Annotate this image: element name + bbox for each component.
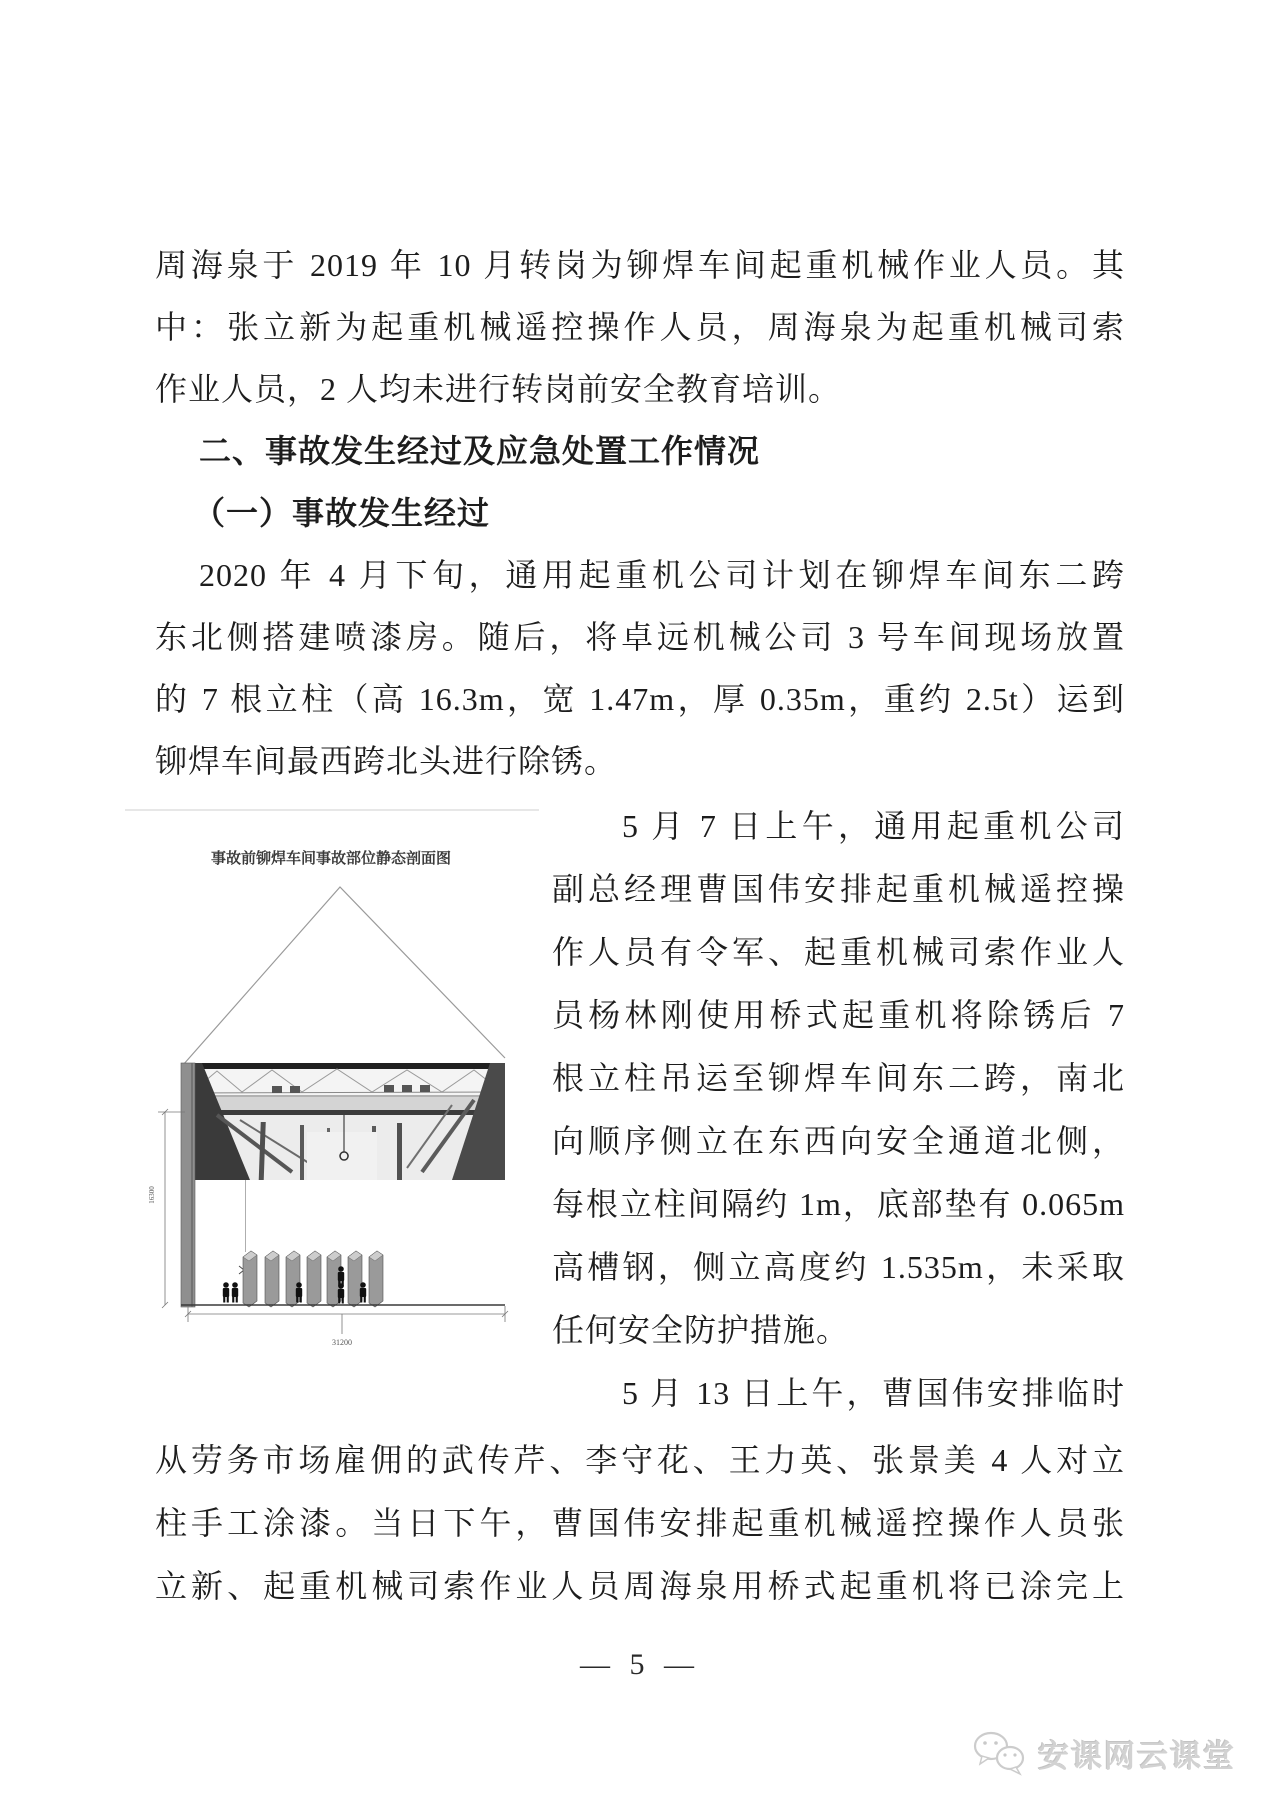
width-dimension-label: 31200 (332, 1338, 352, 1347)
paragraph-accident-plan (155, 544, 1125, 792)
paragraph-continued (155, 234, 1125, 420)
text-line: 任何安全防护措施。 (552, 1312, 850, 1348)
text-line: 2020 年 4 月下旬，通用起重机公司计划在铆焊车间东二跨 (199, 557, 1125, 593)
text-line: 的 7 根立柱（高 16.3m，宽 1.47m，厚 0.35m，重约 2.5t）运到 (155, 681, 1125, 717)
text-line: 高槽钢，侧立高度约 1.535m，未采取 (552, 1249, 1125, 1285)
text-line: 根立柱吊运至铆焊车间东二跨，南北 (552, 1060, 1125, 1096)
text-line: 中：张立新为起重机械遥控操作人员，周海泉为起重机械司索 (155, 309, 1125, 345)
text-line: 东北侧搭建喷漆房。随后，将卓远机械公司 3 号车间现场放置 (155, 619, 1125, 655)
height-dimension-label: 16300 (148, 1186, 156, 1204)
workshop-photo (183, 1063, 505, 1180)
watermark-text: 安课网云课堂 (1038, 1738, 1236, 1774)
text-line: 员杨林刚使用桥式起重机将除锈后 7 (552, 997, 1125, 1033)
text-line: 从劳务市场雇佣的武传芹、李守花、王力英、张景美 4 人对立 (155, 1442, 1125, 1478)
text-line: 铆焊车间最西跨北头进行除锈。 (155, 743, 618, 779)
text-line: 5 月 13 日上午，曹国伟安排临时 (622, 1375, 1125, 1411)
text-line: 作人员有令军、起重机械司索作业人 (552, 934, 1125, 970)
roof-outline-lines (183, 887, 505, 1065)
text-line: 立新、起重机械司索作业人员周海泉用桥式起重机将已涂完上 (155, 1568, 1125, 1604)
text-line: 5 月 7 日上午，通用起重机公司 (622, 808, 1125, 844)
figure-title: 事故前铆焊车间事故部位静态剖面图 (210, 851, 452, 867)
text-line: 副总经理曹国伟安排起重机械遥控操 (552, 871, 1125, 907)
text-line: 柱手工涂漆。当日下午，曹国伟安排起重机械遥控操作人员张 (155, 1505, 1125, 1541)
paragraph-beside-figure (552, 795, 1125, 1425)
page-number: — 5 — (580, 1648, 700, 1681)
section-heading: 二、事故发生经过及应急处置工作情况 (199, 433, 761, 469)
paragraph-bottom (155, 1429, 1125, 1618)
text-line: 向顺序侧立在东西向安全通道北侧， (552, 1123, 1125, 1159)
subsection-heading: （一）事故发生经过 (193, 495, 491, 531)
text-line: 周海泉于 2019 年 10 月转岗为铆焊车间起重机械作业人员。其 (155, 247, 1125, 283)
text-line: 作业人员，2 人均未进行转岗前安全教育培训。 (155, 371, 842, 407)
text-line: 每根立柱间隔约 1m，底部垫有 0.065m (552, 1186, 1125, 1222)
wechat-icon (972, 1730, 1030, 1776)
wall-column (181, 1063, 195, 1307)
watermark (972, 1730, 1236, 1776)
figure-cross-section (122, 800, 542, 1360)
width-dimension (185, 1306, 508, 1334)
